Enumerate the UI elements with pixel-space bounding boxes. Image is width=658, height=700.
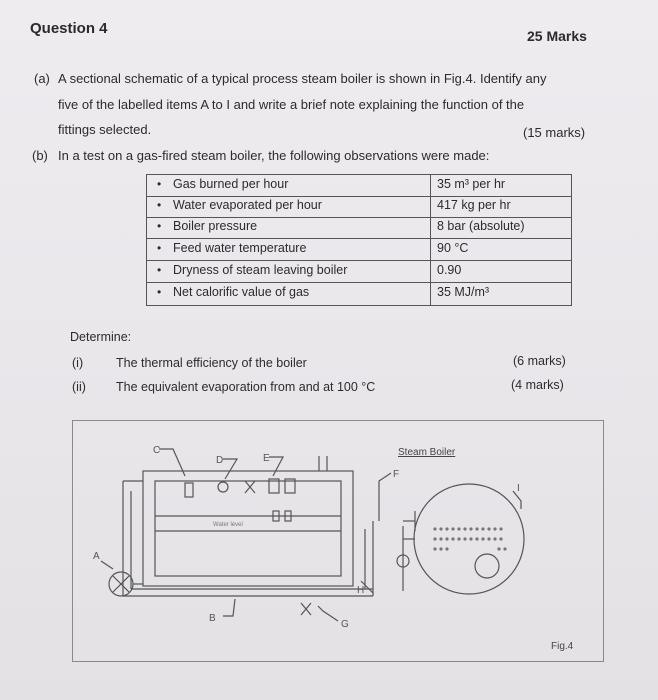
bullet-icon: • — [157, 263, 162, 277]
part-a-line-1: A sectional schematic of a typical process steam boiler is shown in Fig.4. Identify any — [58, 71, 547, 86]
task-1-text: The thermal efficiency of the boiler — [116, 356, 307, 370]
table-row — [147, 239, 571, 261]
part-b-intro: In a test on a gas-fired steam boiler, the following observations were made: — [58, 148, 490, 163]
bullet-icon: • — [157, 219, 162, 233]
pressure-gauge-icon — [218, 482, 228, 492]
figure-caption: Fig.4 — [551, 641, 574, 652]
label-c: C — [153, 445, 161, 456]
label-b: B — [209, 613, 216, 624]
observation-value: 417 kg per hr — [437, 198, 511, 212]
part-a-marks: (15 marks) — [523, 125, 586, 140]
fitting-c — [185, 483, 193, 497]
boiler-schematic — [73, 421, 603, 661]
observation-item: Net calorific value of gas — [173, 285, 310, 299]
part-a-line-3: fittings selected. — [58, 122, 152, 137]
boiler-drum — [414, 484, 524, 594]
water-level-label: Water level — [213, 522, 243, 528]
bullet-icon: • — [157, 241, 162, 255]
observation-item: Gas burned per hour — [173, 177, 289, 191]
label-f: F — [393, 469, 400, 480]
observation-item: Water evaporated per hour — [173, 198, 322, 212]
table-row — [147, 217, 571, 239]
observation-item: Boiler pressure — [173, 219, 258, 233]
boiler-figure — [72, 420, 604, 662]
observation-value: 8 bar (absolute) — [437, 219, 525, 233]
task-1-number: (i) — [72, 356, 84, 370]
observations-table — [146, 174, 572, 306]
table-row — [147, 175, 571, 197]
bullet-icon: • — [157, 177, 162, 191]
part-b-label: (b) — [32, 148, 48, 163]
figure-title: Steam Boiler — [398, 447, 456, 458]
boiler-shell — [143, 471, 353, 586]
part-a-line-2: five of the labelled items A to I and write a brief note explaining the function of the — [58, 97, 525, 112]
bullet-icon: • — [157, 285, 162, 299]
boiler-inner — [155, 481, 341, 576]
table-row — [147, 283, 571, 304]
task-2-number: (ii) — [72, 380, 86, 394]
observation-item: Dryness of steam leaving boiler — [173, 263, 348, 277]
label-i: I — [517, 483, 520, 494]
label-e: E — [263, 453, 270, 464]
question-marks: 25 Marks — [527, 28, 587, 44]
observation-item: Feed water temperature — [173, 241, 307, 255]
safety-valve-icon — [245, 481, 255, 493]
observation-value: 0.90 — [437, 263, 462, 277]
question-title: Question 4 — [30, 20, 108, 37]
task-1-marks: (6 marks) — [513, 354, 566, 368]
bullet-icon: • — [157, 198, 162, 212]
label-h: H — [357, 585, 365, 596]
determine-label: Determine: — [70, 330, 132, 344]
task-2-marks: (4 marks) — [511, 378, 564, 392]
table-row — [147, 261, 571, 283]
observation-value: 35 MJ/m³ — [437, 285, 490, 299]
label-a: A — [93, 551, 100, 562]
observation-value: 90 °C — [437, 241, 469, 255]
part-a-label: (a) — [34, 71, 50, 86]
observation-value: 35 m³ per hr — [437, 177, 506, 191]
label-g: G — [341, 619, 349, 630]
task-2-text: The equivalent evaporation from and at 100 °C — [116, 380, 376, 394]
table-row — [147, 196, 571, 218]
label-d: D — [216, 455, 224, 466]
